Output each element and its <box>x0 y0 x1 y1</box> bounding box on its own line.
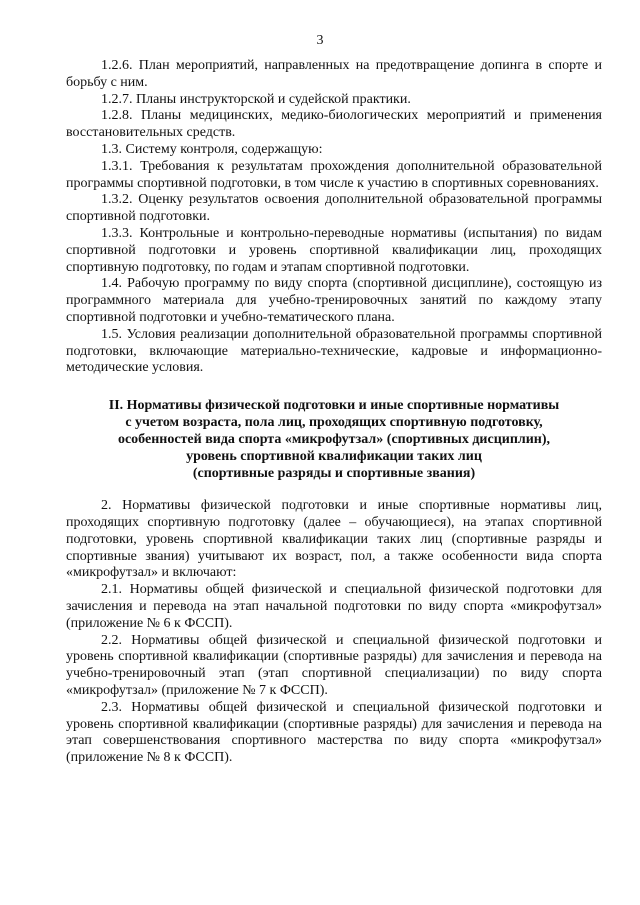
section-heading-line: II. Нормативы физической подготовки и иные спортивные нормативы <box>108 398 560 414</box>
paragraph-2-1: 2.1. Нормативы общей физической и специальной физической подготовки для зачисления и перевода на этап начальной подготовки по виду спорта «микрофутзал» (приложение № 6 к ФССП). <box>66 582 602 631</box>
paragraph-1-2-6: 1.2.6. План мероприятий, направленных на предотвращение допинга в спорте и борьбу с ним. <box>66 58 602 90</box>
document-body <box>66 58 602 767</box>
paragraph-2-3: 2.3. Нормативы общей физической и специальной физической подготовки и уровень спортивной квалификации (спортивные разряды) для зачисления и перевода на этап совершенствования спортивного мастерства по виду спорта «микрофутзал» (приложение № 8 к ФССП). <box>66 699 602 766</box>
section-heading-line: особенностей вида спорта «микрофутзал» (спортивных дисциплин), <box>117 432 551 448</box>
paragraph-1-3: 1.3. Систему контроля, содержащую: <box>101 141 323 157</box>
paragraph-2-2: 2.2. Нормативы общей физической и специальной физической подготовки и уровень спортивной квалификации (спортивные разряды) для зачисления и перевода на учебно-тренировочный этап (этап спортивной специализации) по виду спорта «микрофутзал» (приложение № 7 к ФССП). <box>66 632 602 698</box>
page-number: 3 <box>316 33 324 48</box>
paragraph-1-3-3: 1.3.3. Контрольные и контрольно-переводные нормативы (испытания) по видам спортивной подготовки и уровень спортивной квалификации лиц, проходящих спортивную подготовку, по годам и этапам спортивной подготовки. <box>66 225 602 275</box>
paragraph-1-3-1: 1.3.1. Требования к результатам прохождения дополнительной образовательной программы спортивной подготовки, в том числе к участию в спортивных соревнованиях. <box>66 158 602 191</box>
section-heading-line: с учетом возраста, пола лиц, проходящих спортивную подготовку, <box>125 415 543 431</box>
paragraph-1-4: 1.4. Рабочую программу по виду спорта (спортивной дисциплине), состоящую из программного материала для учебно-тренировочных занятий по каждому этапу спортивной подготовки и учебно-тематического плана. <box>66 276 602 325</box>
paragraph-1-2-7: 1.2.7. Планы инструкторской и судейской практики. <box>101 91 411 107</box>
section-heading-line: (спортивные разряды и спортивные звания) <box>192 466 476 482</box>
paragraph-1-5: 1.5. Условия реализации дополнительной образовательной программы спортивной подготовки, включающие материально-технические, кадровые и информационно-методические условия. <box>66 326 602 376</box>
section-heading <box>66 397 602 482</box>
paragraph-1-2-8: 1.2.8. Планы медицинских, медико-биологических мероприятий и применения восстановительных средств. <box>66 108 602 141</box>
section-heading-line: уровень спортивной квалификации таких лиц <box>186 449 482 465</box>
paragraph-2: 2. Нормативы физической подготовки и иные спортивные нормативы лиц, проходящих спортивную подготовку (далее – обучающиеся), на этапах спортивной подготовки, уровень спортивной квалификации таких лиц (спортивные разряды и спортивные звания) учитывают их возраст, пол, а также особенности вида спорта «микрофутзал» и включают: <box>66 498 602 581</box>
paragraph-1-3-2: 1.3.2. Оценку результатов освоения дополнительной образовательной программы спортивной подготовки. <box>66 192 602 225</box>
